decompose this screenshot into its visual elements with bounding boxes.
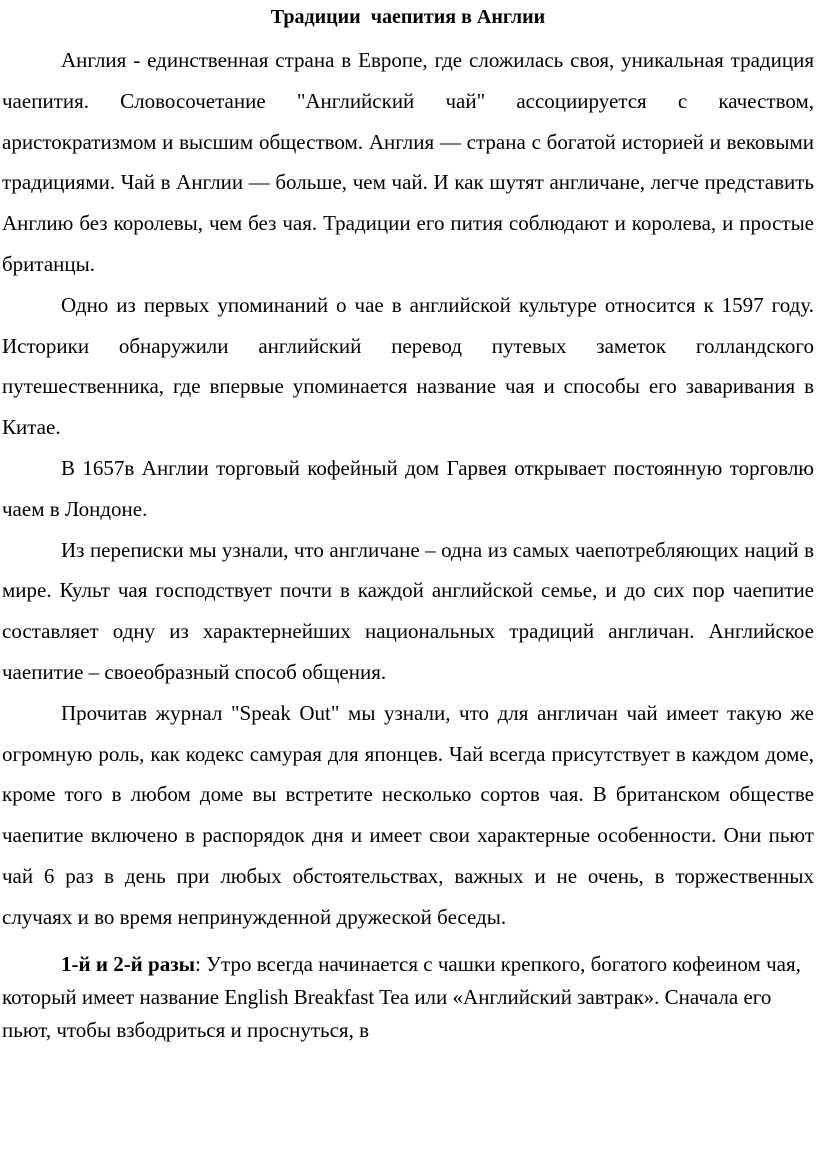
paragraph-england-unique-tradition: Англия - единственная страна в Европе, где сложилась своя, уникальная традиция чаепития. Словосочетание "Английский чай" ассоциируется с качеством, аристократизмом и высшим обществом. Англия — страна с богатой историей и вековыми традициями. Чай в Англии — больше, чем чай. И как шутят англичане, легче представить Англию без королевы, чем без чая. Традиции его пития соблюдают и королева, и простые британцы. (2, 48, 814, 276)
paragraph-tea-drinking-nation: Из переписки мы узнали, что англичане – одна из самых чаепотребляющих наций в мире. Культ чая господствует почти в каждой английской семье, и до сих пор чаепитие составляет одну из характернейших национальных традиций англичан. Английское чаепитие – своеобразный способ общения. (2, 537, 814, 684)
paragraph-breakfast-tea (2, 948, 814, 1047)
paragraph-speak-out-journal: Прочитав журнал "Speak Out" мы узнали, что для англичан чай имеет такую же огромную роль, как кодекс самурая для японцев. Чай всегда присутствует в каждом доме, кроме того в любом доме вы встретите несколько сортов чая. В британском обществе чаепитие включено в распорядок дня и имеет свои характерные особенности. Они пьют чай 6 раз в день при любых обстоятельствах, важных и не очень, в торжественных случаях и во время непринужденной дружеской беседы. (2, 700, 814, 929)
paragraph-garvey-coffee-house-1657: В 1657в Англии торговый кофейный дом Гарвея открывает постоянную торговлю чаем в Лондоне. (2, 455, 814, 521)
paragraph-first-mention-1597: Одно из первых упоминаний о чае в английской культуре относится к 1597 году. Историки обнаружили английский перевод путевых заметок голландского путешественника, где впервые упоминается название чая и способы его заваривания в Китае. (2, 292, 814, 440)
breakfast-text: : Утро всегда начинается с чашки крепкого, богатого кофеином чая, который имеет название English Breakfast Tea или «Английский завтрак». Сначала его пьют, чтобы взбодриться и проснуться, в (2, 951, 801, 1042)
document-title: Традиции чаепития в Англии (270, 6, 546, 28)
document-page (2, 0, 814, 1170)
breakfast-label: 1-й и 2-й разы (61, 951, 196, 976)
